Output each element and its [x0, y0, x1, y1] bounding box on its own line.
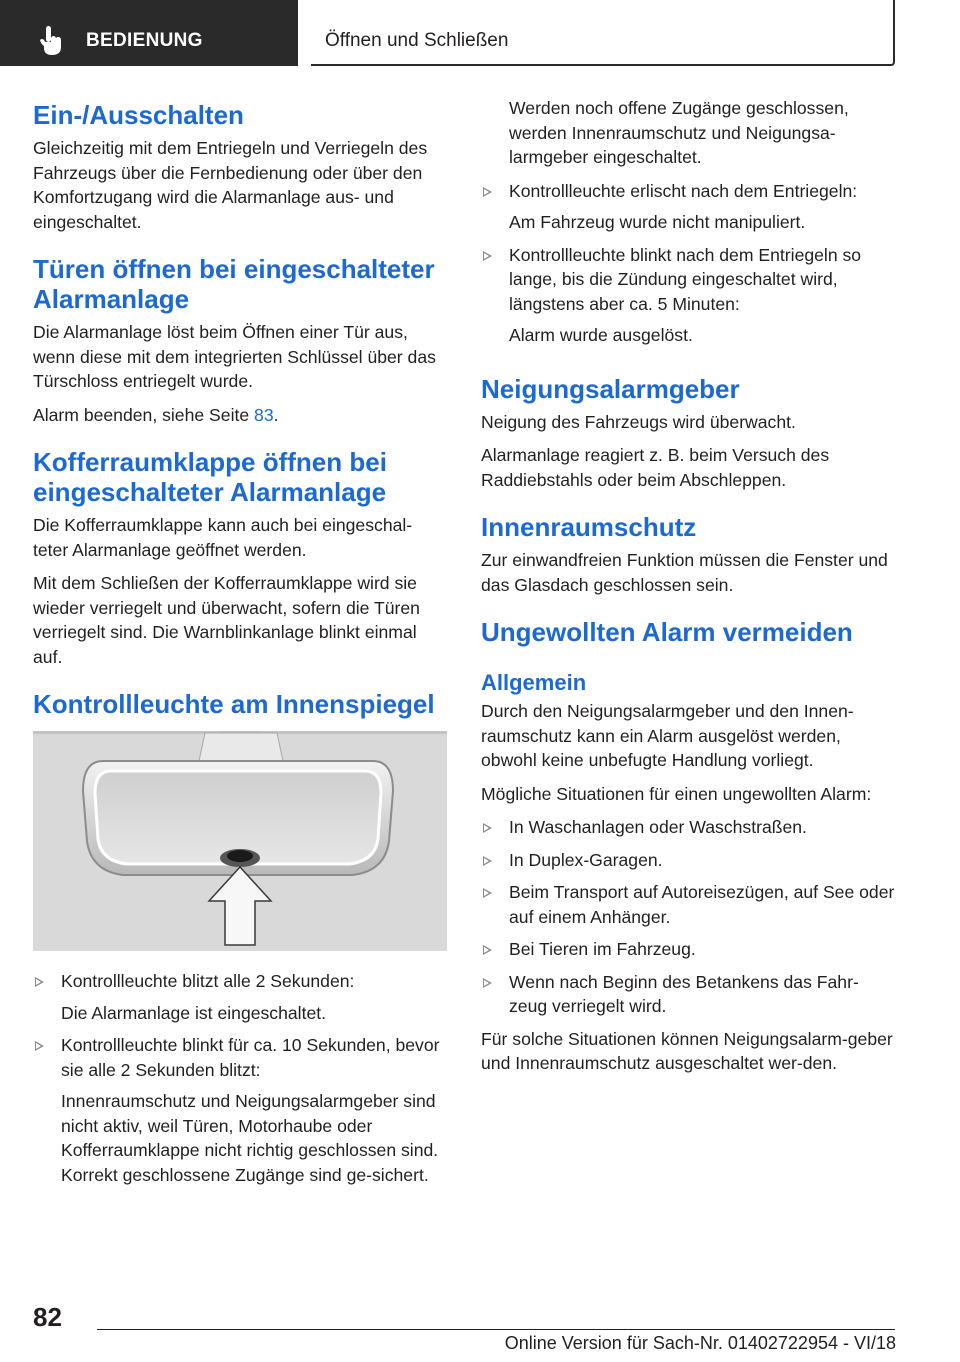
- list-item: [481, 937, 895, 962]
- bullet-subtext: Innenraumschutz und Neigungsalarmgeber sind nicht aktiv, weil Türen, Motorhaube oder Kofferraumklappe nicht richtig geschlossen sind. Korrekt geschlossene Zugänge sind ge‐sichert.: [61, 1091, 439, 1185]
- paragraph: Zur einwandfreien Funktion müssen die Fenster und das Glasdach geschlossen sein.: [481, 550, 888, 595]
- triangle-bullet-icon: [483, 945, 492, 955]
- triangle-bullet-icon: [483, 251, 492, 261]
- text: .: [273, 404, 279, 425]
- subheading-allgemein: Allgemein: [481, 670, 587, 695]
- bullet-text: In Waschanlagen oder Waschstraßen.: [509, 817, 807, 837]
- paragraph: Durch den Neigungsalarmgeber und den Innen‐raumschutz kann ein Alarm ausgelöst werden, obwohl keine unbefugte Handlung vorliegt.: [481, 701, 854, 770]
- triangle-bullet-icon: [483, 187, 492, 197]
- footer-divider: [97, 1329, 895, 1330]
- paragraph: Mit dem Schließen der Kofferraumklappe wird sie wieder verriegelt und überwacht, sofern die Türen verriegelt sind. Die Warnblinkanlage blinkt einmal auf.: [33, 573, 420, 667]
- list-item: [481, 970, 895, 1019]
- bullet-subtext: Alarm wurde ausgelöst.: [509, 325, 693, 345]
- heading-kontrollleuchte: Kontrollleuchte am Innenspiegel: [33, 689, 435, 719]
- hand-pointer-icon: [38, 26, 66, 56]
- list-item: [481, 848, 895, 873]
- bullet-subtext: Die Alarmanlage ist eingeschaltet.: [61, 1002, 327, 1023]
- rearview-mirror-icon: [33, 731, 447, 951]
- right-column: [481, 96, 895, 1085]
- list-item: [481, 815, 895, 840]
- triangle-bullet-icon: [483, 856, 492, 866]
- page-number: 82: [33, 1302, 62, 1332]
- bullet-text: Wenn nach Beginn des Betankens das Fahr‐zeug verriegelt wird.: [509, 971, 859, 1016]
- bullet-text: Kontrollleuchte blinkt nach dem Entriegeln so lange, bis die Zündung eingeschaltet wird, längstens aber ca. 5 Minuten:: [509, 244, 862, 314]
- list-item: [481, 243, 895, 348]
- triangle-bullet-icon: [483, 823, 492, 833]
- list-item: [481, 880, 895, 929]
- bullet-text: Kontrollleuchte blinkt für ca. 10 Sekunden, bevor sie alle 2 Sekunden blitzt:: [61, 1035, 440, 1080]
- page-link[interactable]: 83: [254, 404, 274, 425]
- paragraph-alarm-beenden: [33, 403, 447, 428]
- heading-ungewollten-alarm: Ungewollten Alarm vermeiden: [481, 617, 853, 647]
- list-item: [33, 969, 447, 1025]
- heading-tueren-oeffnen: Türen öffnen bei eingeschalteter Alarmanlage: [33, 254, 435, 314]
- header-section-tab: [0, 0, 298, 66]
- bullet-text: Kontrollleuchte blitzt alle 2 Sekunden:: [61, 971, 355, 991]
- triangle-bullet-icon: [483, 888, 492, 898]
- list-item: [33, 1033, 447, 1187]
- heading-ein-ausschalten: Ein-/Ausschalten: [33, 100, 244, 130]
- heading-neigungsalarmgeber: Neigungsalarmgeber: [481, 373, 740, 404]
- mirror-illustration: [33, 731, 447, 951]
- paragraph: Mögliche Situationen für einen ungewollten Alarm:: [481, 783, 872, 804]
- list-item: [481, 179, 895, 235]
- paragraph: Die Alarmanlage löst beim Öffnen einer Tür aus, wenn diese mit dem integrierten Schlüssel über das Türschloss entriegelt wurde.: [33, 322, 436, 391]
- header-chapter-label: Öffnen und Schließen: [325, 30, 509, 51]
- triangle-bullet-icon: [483, 978, 492, 988]
- heading-innenraumschutz: Innenraumschutz: [481, 512, 697, 542]
- heading-kofferraumklappe: Kofferraumklappe öffnen bei eingeschalteter Alarmanlage: [33, 447, 387, 507]
- bullet-text: Bei Tieren im Fahrzeug.: [509, 939, 696, 959]
- header-section-label: BEDIENUNG: [86, 30, 203, 51]
- paragraph: Gleichzeitig mit dem Entriegeln und Verriegeln des Fahrzeugs über die Fernbedienung oder über den Komfortzugang wird die Alarmanlage aus- und eingeschaltet.: [33, 138, 428, 232]
- paragraph-continued: Werden noch offene Zugänge geschlossen, werden Innenraumschutz und Neigungsa‐larmgeber eingeschaltet.: [509, 98, 849, 167]
- bullet-text: Kontrollleuchte erlischt nach dem Entriegeln:: [509, 180, 858, 201]
- bullet-text: Beim Transport auf Autoreisezügen, auf See oder auf einem Anhänger.: [509, 882, 895, 927]
- text: Alarm beenden, siehe Seite: [33, 404, 255, 425]
- left-column: [33, 100, 447, 1195]
- footer-version-text: Online Version für Sach-Nr. 01402722954 - VI/18: [504, 1333, 896, 1353]
- bullet-text: In Duplex-Garagen.: [509, 849, 663, 870]
- paragraph: Die Kofferraumklappe kann auch bei eingeschal‐teter Alarmanlage geöffnet werden.: [33, 515, 413, 560]
- triangle-bullet-icon: [35, 977, 44, 987]
- paragraph: Neigung des Fahrzeugs wird überwacht.: [481, 411, 796, 432]
- triangle-bullet-icon: [35, 1041, 44, 1051]
- bullet-subtext: Am Fahrzeug wurde nicht manipuliert.: [509, 212, 806, 232]
- paragraph: Für solche Situationen können Neigungsalarm‐geber und Innenraumschutz ausgeschaltet wer‐den.: [481, 1028, 893, 1073]
- paragraph: Alarmanlage reagiert z. B. beim Versuch des Raddiebstahls oder beim Abschleppen.: [481, 445, 830, 490]
- header-chapter: [311, 0, 895, 66]
